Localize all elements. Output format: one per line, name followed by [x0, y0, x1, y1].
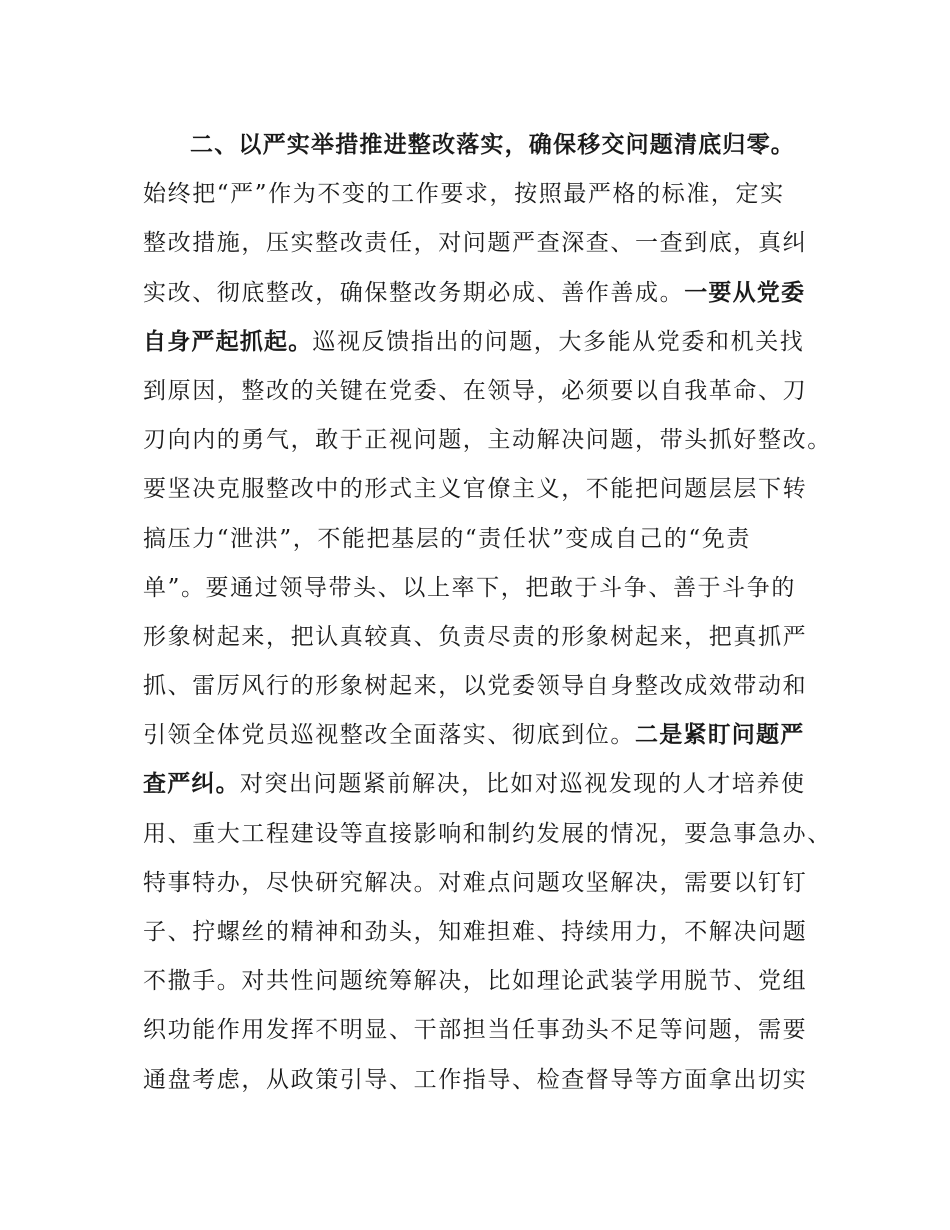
text-line: 形象树起来，把认真较真、负责尽责的形象树起来，把真抓严 [143, 623, 808, 650]
section-heading: 二、以严实举措推进整改落实，确保移交问题清底归零。 [190, 132, 795, 158]
text-run: 巡视反馈指出的问题，大多能从党委和机关找 [312, 328, 805, 355]
text-line: 通盘考虑，从政策引导、工作指导、检查督导等方面拿出切实 [143, 1066, 808, 1093]
document-body [143, 121, 843, 1105]
text-line [143, 711, 843, 760]
text-line: 搞压力“泄洪”，不能把基层的“责任状”变成自己的“免责 [143, 525, 751, 552]
text-line: 刃向内的勇气，敢于正视问题，主动解决问题，带头抓好整改。 [143, 427, 832, 454]
text-run: 引领全体党员巡视整改全面落实、彻底到位。 [143, 722, 635, 749]
text-run: 实改、彻底整改，确保整改务期必成、善作善成。 [143, 279, 685, 306]
text-line: 始终把“严”作为不变的工作要求，按照最严格的标准，定实 [143, 181, 785, 208]
text-line: 子、拧螺丝的精神和劲头，知难担难、持续用力，不解决问题 [143, 919, 808, 945]
text-line: 不撒手。对共性问题统筹解决，比如理论武装学用脱节、党组 [143, 968, 808, 995]
text-line [143, 760, 843, 809]
text-line: 到原因，整改的关键在党委、在领导，必须要以自我革命、刀 [143, 377, 808, 404]
text-line: 要坚决克服整改中的形式主义官僚主义，不能把问题层层下转 [143, 476, 808, 503]
text-line: 整改措施，压实整改责任，对问题严查深查、一查到底，真纠 [143, 230, 808, 257]
text-run: 对突出问题紧前解决，比如对巡视发现的人才培养使 [239, 771, 806, 798]
bold-subheading: 二是紧盯问题严 [635, 722, 805, 749]
text-line: 织功能作用发挥不明显、干部担当任事劲头不足等问题，需要 [143, 1017, 808, 1044]
text-line [143, 318, 843, 367]
text-line [143, 269, 843, 318]
bold-subheading: 自身严起抓起。 [143, 328, 313, 355]
bold-subheading: 查严纠。 [143, 771, 240, 798]
text-line: 单”。要通过领导带头、以上率下，把敢于斗争、善于斗争的 [143, 574, 796, 601]
text-line: 特事特办，尽快研究解决。对难点问题攻坚解决，需要以钉钉 [143, 869, 808, 896]
text-line: 抓、雷厉风行的形象树起来，以党委领导自身整改成效带动和 [143, 673, 808, 700]
bold-subheading: 一要从党委 [684, 279, 806, 306]
text-line: 用、重大工程建设等直接影响和制约发展的情况，要急事急办、 [143, 820, 832, 847]
